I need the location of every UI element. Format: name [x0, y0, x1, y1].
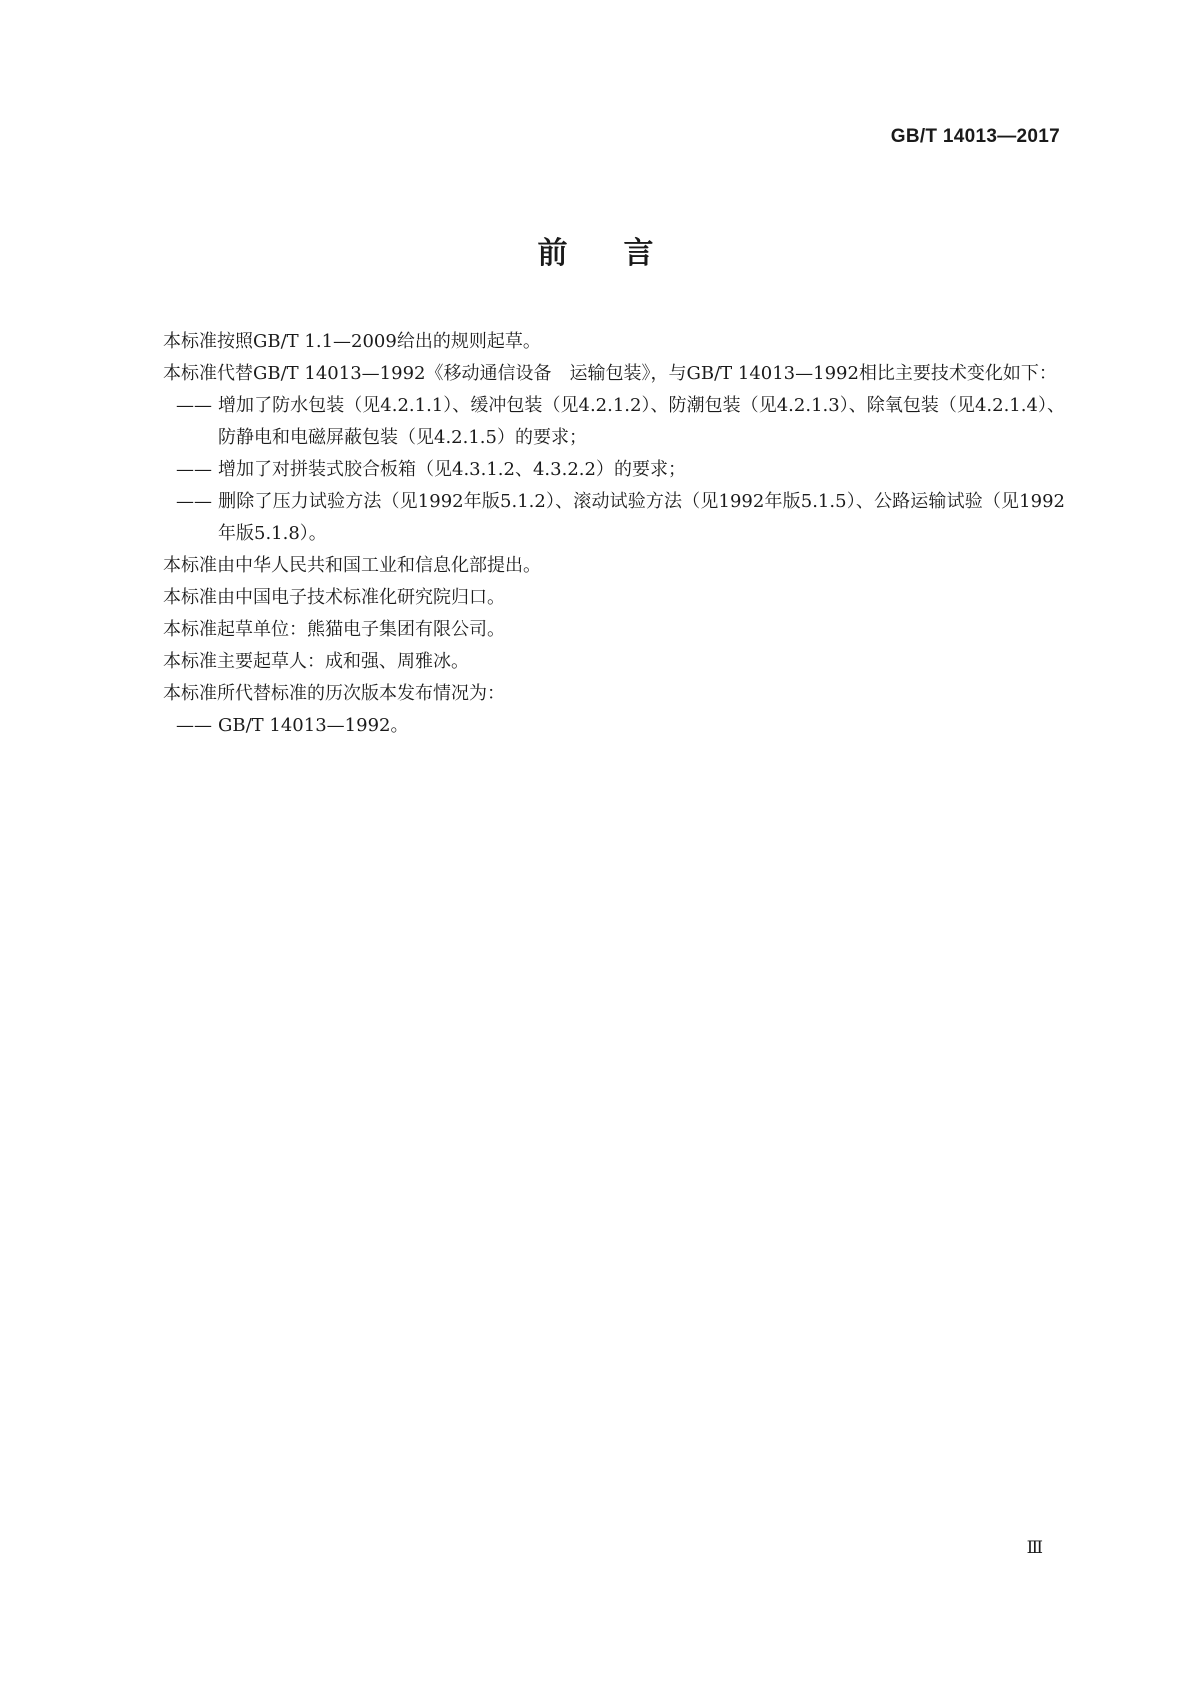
paragraph-drafting-unit: 本标准起草单位：熊猫电子集团有限公司。	[163, 619, 505, 640]
list-item-change-2	[121, 454, 1065, 486]
paragraph-drafters: 本标准主要起草人：成和强、周雅冰。	[163, 651, 469, 672]
paragraph-proposed-by: 本标准由中华人民共和国工业和信息化部提出。	[163, 555, 541, 576]
list-item-text: 增加了防水包装（见4.2.1.1）、缓冲包装（见4.2.1.2）、防潮包装（见4.2.1.3）、除氧包装（见4.2.1.4）、防静电和电磁屏蔽包装（见4.2.1.5）的要求；	[218, 395, 1065, 448]
paragraph-replaces: 本标准代替GB/T 14013—1992《移动通信设备 运输包装》，与GB/T 14013—1992相比主要技术变化如下：	[163, 363, 1057, 384]
dash-marker: ——	[176, 459, 212, 480]
dash-marker: ——	[176, 491, 212, 512]
paragraph-drafting-rules: 本标准按照GB/T 1.1—2009给出的规则起草。	[163, 331, 541, 352]
list-item-change-3	[121, 486, 1065, 550]
list-item-text: GB/T 14013—1992。	[218, 715, 409, 736]
page-title: 前言	[537, 236, 710, 271]
list-item-change-1	[121, 390, 1065, 454]
list-item-text: 删除了压力试验方法（见1992年版5.1.2）、滚动试验方法（见1992年版5.1.5）、公路运输试验（见1992年版5.1.8）。	[218, 491, 1065, 544]
paragraph-previous-editions: 本标准所代替标准的历次版本发布情况为：	[163, 683, 505, 704]
list-item-text: 增加了对拼装式胶合板箱（见4.3.1.2、4.3.2.2）的要求；	[218, 459, 686, 480]
dash-marker: ——	[176, 395, 212, 416]
standard-code: GB/T 14013—2017	[890, 126, 1060, 147]
list-item-edition-1	[121, 710, 1065, 742]
foreword-body	[121, 326, 1065, 742]
page-number: Ⅲ	[1026, 1538, 1043, 1557]
paragraph-centralized-by: 本标准由中国电子技术标准化研究院归口。	[163, 587, 505, 608]
dash-marker: ——	[176, 715, 212, 736]
